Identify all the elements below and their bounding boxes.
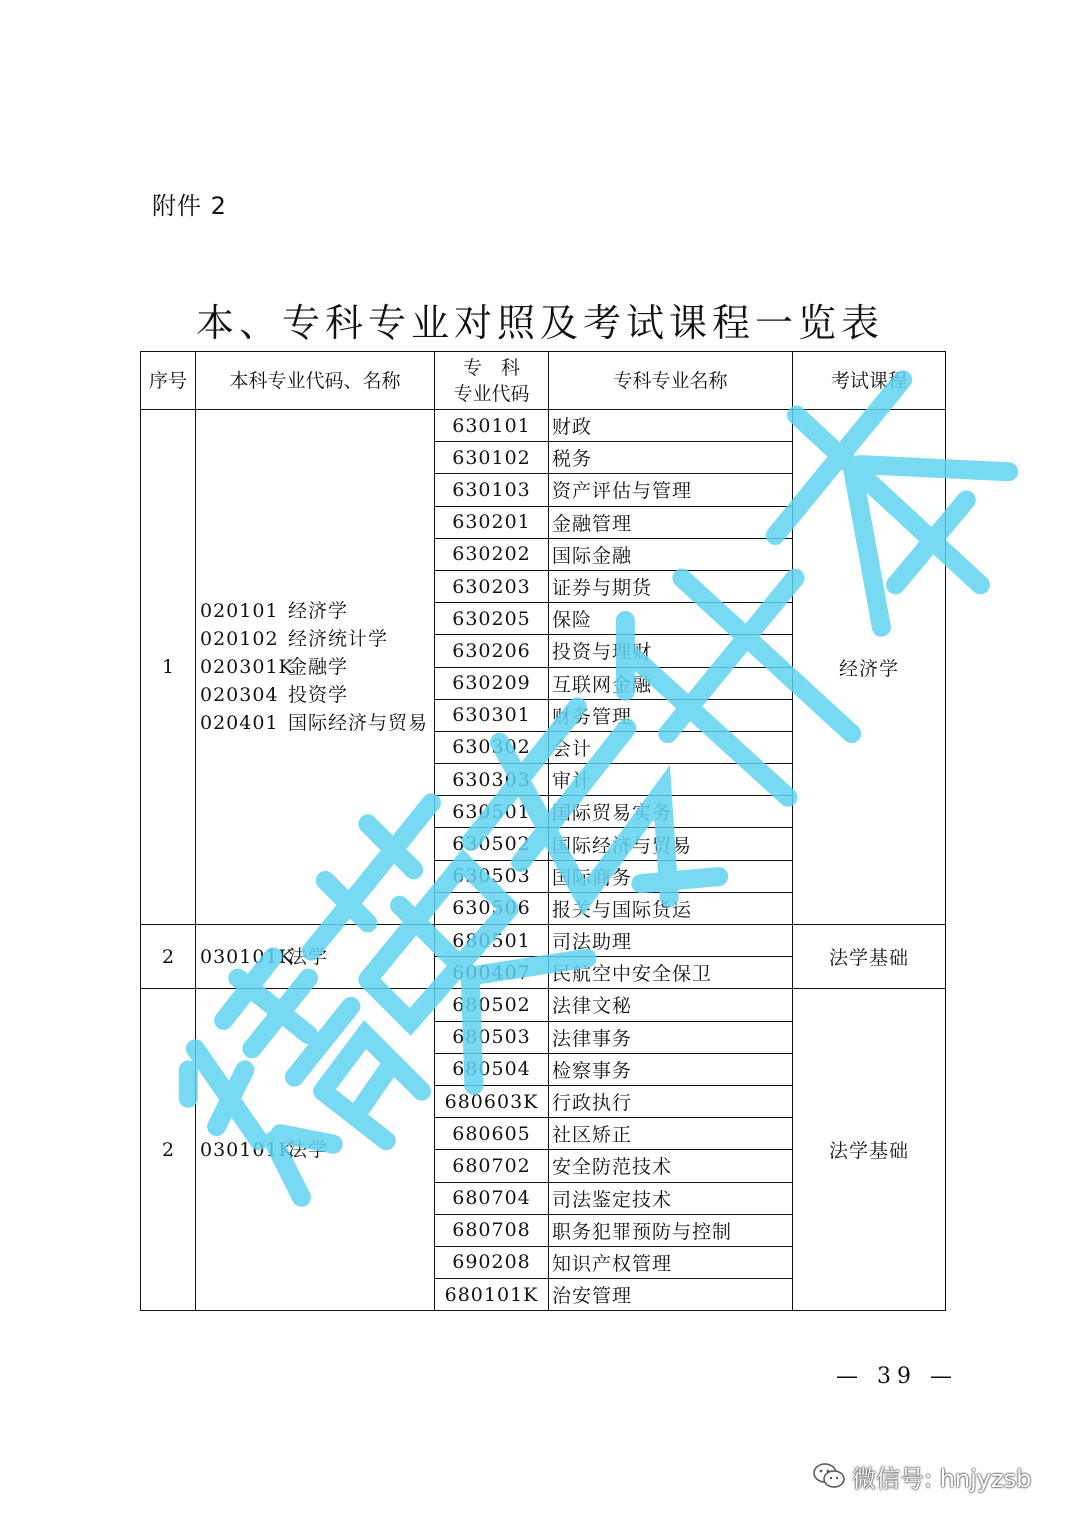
- specialty-name-cell: 社区矫正: [549, 1118, 793, 1150]
- specialty-name-cell: 民航空中安全保卫: [549, 957, 793, 989]
- bachelor-major: [200, 625, 434, 653]
- wechat-footer: [812, 1456, 1031, 1496]
- specialty-code-cell: 680603K: [435, 1085, 549, 1117]
- header-specialty-name: 专科专业名称: [549, 352, 793, 410]
- bachelor-major-code: 020102: [200, 628, 279, 650]
- exam-course-cell: 法学基础: [793, 925, 946, 989]
- bachelor-major-name: 经济学: [288, 600, 349, 622]
- specialty-name-cell: 司法鉴定技术: [549, 1182, 793, 1214]
- specialty-name-cell: 安全防范技术: [549, 1150, 793, 1182]
- bachelor-major: [200, 943, 434, 971]
- specialty-name-cell: 职务犯罪预防与控制: [549, 1214, 793, 1246]
- specialty-name-cell: 会计: [549, 731, 793, 763]
- bachelor-major-code: 030101K: [200, 945, 294, 968]
- specialty-name-cell: 国际商务: [549, 860, 793, 892]
- specialty-name-cell: 证券与期货: [549, 570, 793, 602]
- specialty-code-cell: 680708: [435, 1214, 549, 1246]
- table-header-row: [141, 352, 946, 410]
- bachelor-major: [200, 681, 434, 709]
- header-exam-course: 考试课程: [793, 352, 946, 410]
- attachment-label: 附件 2: [152, 192, 227, 220]
- bachelor-major-name: 国际经济与贸易: [288, 712, 429, 734]
- specialty-code-cell: 680702: [435, 1150, 549, 1182]
- specialty-name-cell: 报关与国际货运: [549, 892, 793, 924]
- header-bachelor: 本科专业代码、名称: [196, 352, 435, 410]
- specialty-code-cell: 630501: [435, 796, 549, 828]
- specialty-name-cell: 国际经济与贸易: [549, 828, 793, 860]
- specialty-name-cell: 资产评估与管理: [549, 474, 793, 506]
- seq-cell: 2: [141, 989, 196, 1311]
- specialty-code-cell: 630303: [435, 764, 549, 796]
- header-specialty-code-line2: 专业代码: [453, 382, 530, 405]
- exam-course-cell: 法学基础: [793, 989, 946, 1311]
- specialty-code-cell: 680504: [435, 1053, 549, 1085]
- specialty-name-cell: 保险: [549, 603, 793, 635]
- specialty-name-cell: 行政执行: [549, 1085, 793, 1117]
- specialty-code-cell: 630206: [435, 635, 549, 667]
- specialty-name-cell: 检察事务: [549, 1053, 793, 1085]
- wechat-icon: [812, 1462, 846, 1490]
- specialty-code-cell: 630302: [435, 731, 549, 763]
- specialty-code-cell: 630301: [435, 699, 549, 731]
- specialty-code-cell: 630103: [435, 474, 549, 506]
- page-number: — 39 —: [836, 1364, 958, 1389]
- specialty-code-cell: 630506: [435, 892, 549, 924]
- bachelor-major-code: 020301K: [200, 656, 294, 678]
- table-body: [141, 410, 946, 1311]
- specialty-code-cell: 600407: [435, 957, 549, 989]
- header-specialty-code: [435, 352, 549, 410]
- bachelor-major-code: 020101: [200, 600, 279, 622]
- specialty-name-cell: 税务: [549, 442, 793, 474]
- specialty-code-cell: 630205: [435, 603, 549, 635]
- bachelor-major-code: 030101K: [200, 1138, 294, 1161]
- table-row: [141, 989, 946, 1021]
- specialty-name-cell: 投资与理财: [549, 635, 793, 667]
- specialty-name-cell: 财务管理: [549, 699, 793, 731]
- specialty-name-cell: 法律文秘: [549, 989, 793, 1021]
- header-seq: 序号: [141, 352, 196, 410]
- bachelor-major-code: 020401: [200, 712, 279, 734]
- page-title: 本、专科专业对照及考试课程一览表: [195, 301, 884, 345]
- specialty-code-cell: 630503: [435, 860, 549, 892]
- table-row: [141, 925, 946, 957]
- seq-cell: 2: [141, 925, 196, 989]
- specialty-code-cell: 690208: [435, 1246, 549, 1278]
- specialty-name-cell: 国际金融: [549, 538, 793, 570]
- bachelor-major: [200, 597, 434, 625]
- specialty-code-cell: 630203: [435, 570, 549, 602]
- bachelor-major: [200, 709, 434, 737]
- specialty-code-cell: 630202: [435, 538, 549, 570]
- seq-cell: 1: [141, 410, 196, 925]
- bachelor-major: [200, 653, 434, 681]
- specialty-name-cell: 财政: [549, 410, 793, 442]
- specialty-code-cell: 630209: [435, 667, 549, 699]
- specialty-code-cell: 630102: [435, 442, 549, 474]
- specialty-name-cell: 司法助理: [549, 925, 793, 957]
- specialty-code-cell: 680101K: [435, 1279, 549, 1311]
- specialty-code-cell: 630201: [435, 506, 549, 538]
- specialty-name-cell: 治安管理: [549, 1279, 793, 1311]
- specialty-code-cell: 630502: [435, 828, 549, 860]
- major-course-table: [140, 351, 946, 1311]
- exam-course-cell: 经济学: [793, 410, 946, 925]
- bachelor-major: [200, 1136, 434, 1164]
- specialty-code-cell: 680503: [435, 1021, 549, 1053]
- specialty-code-cell: 680704: [435, 1182, 549, 1214]
- specialty-name-cell: 金融管理: [549, 506, 793, 538]
- specialty-code-cell: 680501: [435, 925, 549, 957]
- bachelor-majors-cell: [196, 410, 435, 925]
- specialty-code-cell: 630101: [435, 410, 549, 442]
- specialty-code-cell: 680502: [435, 989, 549, 1021]
- specialty-name-cell: 互联网金融: [549, 667, 793, 699]
- bachelor-majors-cell: [196, 925, 435, 989]
- bachelor-major-name: 金融学: [288, 656, 349, 678]
- bachelor-majors-cell: [196, 989, 435, 1311]
- bachelor-major-name: 法学: [288, 1138, 329, 1161]
- bachelor-major-name: 经济统计学: [288, 628, 389, 650]
- wechat-label: 微信号: hnjyzsb: [852, 1464, 1032, 1493]
- table-row: [141, 410, 946, 442]
- specialty-name-cell: 国际贸易实务: [549, 796, 793, 828]
- header-specialty-code-line1: 专 科: [462, 356, 520, 379]
- specialty-code-cell: 680605: [435, 1118, 549, 1150]
- bachelor-major-name: 投资学: [288, 684, 349, 706]
- specialty-name-cell: 法律事务: [549, 1021, 793, 1053]
- bachelor-major-name: 法学: [288, 945, 329, 968]
- specialty-name-cell: 审计: [549, 764, 793, 796]
- specialty-name-cell: 知识产权管理: [549, 1246, 793, 1278]
- bachelor-major-code: 020304: [200, 684, 279, 706]
